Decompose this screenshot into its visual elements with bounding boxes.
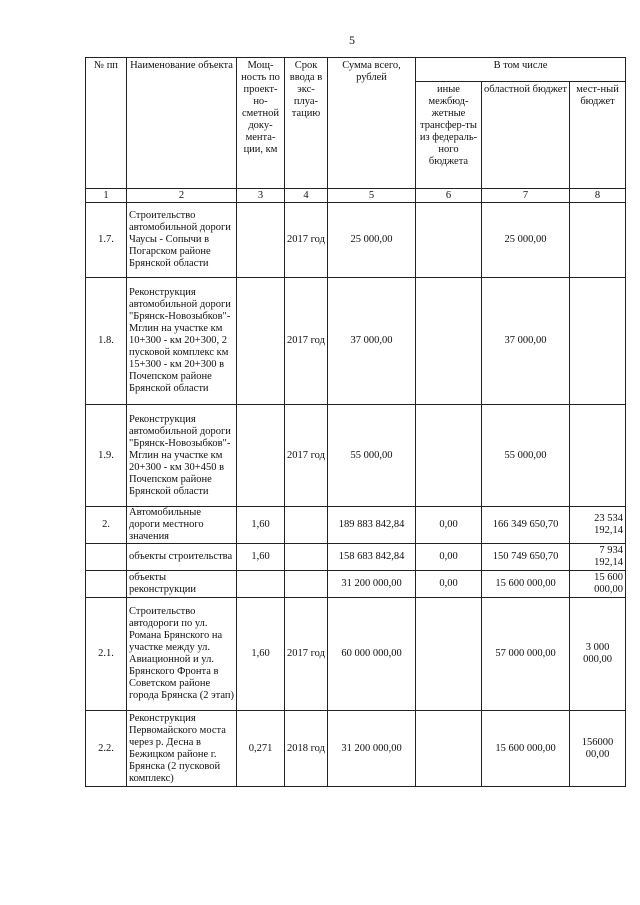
row-regional: 57 000 000,00 — [482, 598, 570, 711]
row-object-name: Строительство автомобильной дороги Чаусы - Сопычи в Погарском районе Брянской области — [127, 203, 237, 278]
table-row — [86, 405, 626, 507]
row-capacity: 0,271 — [237, 711, 285, 787]
row-regional: 166 349 650,70 — [482, 507, 570, 544]
row-federal — [416, 203, 482, 278]
table-row — [86, 203, 626, 278]
page-number: 5 — [349, 33, 355, 47]
row-federal — [416, 405, 482, 507]
column-number: 6 — [416, 189, 482, 203]
row-federal — [416, 711, 482, 787]
column-numbers-row — [86, 189, 626, 203]
column-number: 7 — [482, 189, 570, 203]
row-total: 31 200 000,00 — [328, 571, 416, 598]
row-total: 31 200 000,00 — [328, 711, 416, 787]
row-year — [285, 507, 328, 544]
table-row — [86, 571, 626, 598]
header-regional-budget: областной бюджет — [482, 82, 570, 189]
row-number: 2. — [86, 507, 127, 544]
column-number: 1 — [86, 189, 127, 203]
header-commission-year: Срок ввода в экс-плуа-тацию — [285, 58, 328, 189]
row-number: 2.1. — [86, 598, 127, 711]
row-capacity: 1,60 — [237, 598, 285, 711]
row-object-name: объекты строительства — [127, 544, 237, 571]
row-capacity — [237, 405, 285, 507]
row-federal — [416, 278, 482, 405]
row-local: 7 934 192,14 — [570, 544, 626, 571]
row-number: 1.8. — [86, 278, 127, 405]
column-number: 2 — [127, 189, 237, 203]
row-number: 1.7. — [86, 203, 127, 278]
row-year: 2017 год — [285, 598, 328, 711]
header-object-name: Наименование объекта — [127, 58, 237, 189]
row-object-name: Автомобильные дороги местного значения — [127, 507, 237, 544]
row-object-name: объекты реконструкции — [127, 571, 237, 598]
row-local: 156000 00,00 — [570, 711, 626, 787]
row-regional: 15 600 000,00 — [482, 571, 570, 598]
table-row — [86, 711, 626, 787]
row-local — [570, 278, 626, 405]
row-year — [285, 571, 328, 598]
header-local-budget: мест-ный бюджет — [570, 82, 626, 189]
row-object-name: Строительство автодороги по ул. Романа Брянского на участке между ул. Авиационной и ул. Брянского Фронта в Советском районе города Брянска (2 этап) — [127, 598, 237, 711]
row-federal: 0,00 — [416, 544, 482, 571]
row-regional: 55 000,00 — [482, 405, 570, 507]
row-total: 25 000,00 — [328, 203, 416, 278]
row-regional: 150 749 650,70 — [482, 544, 570, 571]
row-federal — [416, 598, 482, 711]
row-year — [285, 544, 328, 571]
row-capacity: 1,60 — [237, 507, 285, 544]
row-federal: 0,00 — [416, 571, 482, 598]
header-federal-transfers: иные межбюд-жетные трансфер-ты из федераль-ного бюджета — [416, 82, 482, 189]
column-number: 3 — [237, 189, 285, 203]
row-total: 60 000 000,00 — [328, 598, 416, 711]
row-total: 37 000,00 — [328, 278, 416, 405]
row-local: 3 000 000,00 — [570, 598, 626, 711]
row-local — [570, 405, 626, 507]
row-total: 189 883 842,84 — [328, 507, 416, 544]
table-row — [86, 507, 626, 544]
row-object-name: Реконструкция автомобильной дороги "Брянск-Новозыбков"-Мглин на участке км 10+300 - км 20+300, 2 пусковой комплекс км 15+300 - км 20+300 в Почепском районе Брянской области — [127, 278, 237, 405]
table-row — [86, 598, 626, 711]
row-total: 158 683 842,84 — [328, 544, 416, 571]
header-total-sum: Сумма всего, рублей — [328, 58, 416, 189]
row-local: 15 600 000,00 — [570, 571, 626, 598]
row-year: 2018 год — [285, 711, 328, 787]
row-total: 55 000,00 — [328, 405, 416, 507]
objects-table — [85, 57, 626, 787]
row-number: 1.9. — [86, 405, 127, 507]
row-number — [86, 544, 127, 571]
header-including: В том числе — [416, 58, 626, 82]
table-row — [86, 544, 626, 571]
column-number: 5 — [328, 189, 416, 203]
row-object-name: Реконструкция автомобильной дороги "Брянск-Новозыбков"-Мглин на участке км 20+300 - км 30+450 в Почепском районе Брянской области — [127, 405, 237, 507]
row-object-name: Реконструкция Первомайского моста через р. Десна в Бежицком районе г. Брянска (2 пусковой комплекс) — [127, 711, 237, 787]
column-number: 8 — [570, 189, 626, 203]
row-capacity: 1,60 — [237, 544, 285, 571]
row-year: 2017 год — [285, 203, 328, 278]
row-local: 23 534 192,14 — [570, 507, 626, 544]
table-row — [86, 278, 626, 405]
row-capacity — [237, 278, 285, 405]
row-number: 2.2. — [86, 711, 127, 787]
header-capacity: Мощ-ность по проект-но-сметной доку-мента-ции, км — [237, 58, 285, 189]
row-capacity — [237, 203, 285, 278]
header-number: № пп — [86, 58, 127, 189]
column-number: 4 — [285, 189, 328, 203]
row-federal: 0,00 — [416, 507, 482, 544]
row-regional: 25 000,00 — [482, 203, 570, 278]
row-regional: 15 600 000,00 — [482, 711, 570, 787]
row-regional: 37 000,00 — [482, 278, 570, 405]
row-year: 2017 год — [285, 278, 328, 405]
row-year: 2017 год — [285, 405, 328, 507]
row-number — [86, 571, 127, 598]
row-capacity — [237, 571, 285, 598]
row-local — [570, 203, 626, 278]
